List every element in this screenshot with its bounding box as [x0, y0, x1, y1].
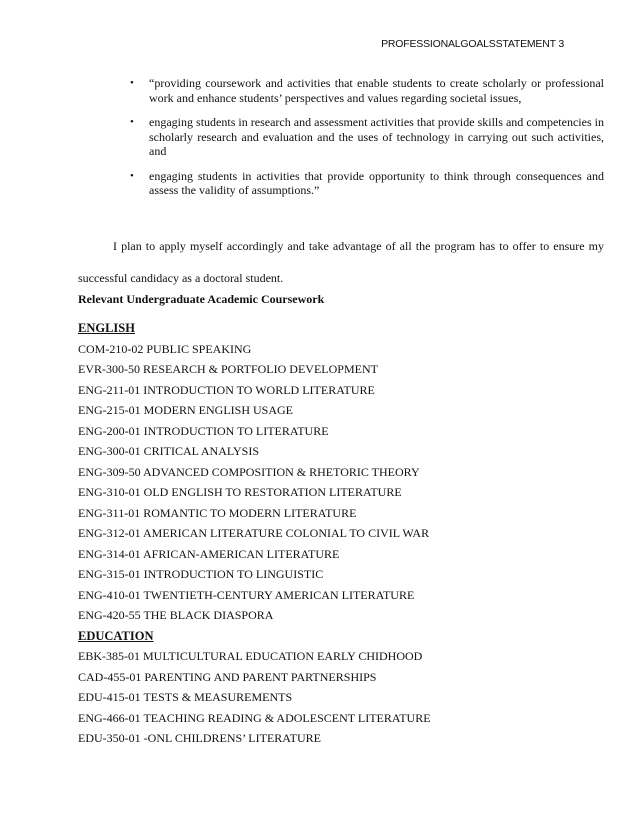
bullet-item	[128, 115, 604, 159]
section-heading-education: EDUCATION	[78, 628, 154, 643]
course-item: ENG-309-50 ADVANCED COMPOSITION & RHETORIC THEORY	[78, 464, 420, 479]
course-item: ENG-312-01 AMERICAN LITERATURE COLONIAL TO CIVIL WAR	[78, 526, 430, 540]
coursework-title: Relevant Undergraduate Academic Coursework	[78, 292, 325, 306]
bullet-icon: •	[130, 77, 134, 89]
course-item: ENG-315-01 INTRODUCTION TO LINGUISTIC	[78, 567, 324, 581]
section-heading-english: ENGLISH	[78, 321, 135, 335]
body-paragraph: I plan to apply myself accordingly and take advantage of all the program has to offer to ensure my successful candidacy as a doctoral student.	[78, 239, 604, 285]
bullet-text: engaging students in activities that provide opportunity to think through consequences and assess the validity of assumptions.”	[149, 168, 604, 197]
course-item: ENG-215-01 MODERN ENGLISH USAGE	[78, 403, 293, 417]
bullet-text: “providing coursework and activities that enable students to create scholarly or professional work and enhance students’ perspectives and values regarding societal issues,	[149, 76, 604, 105]
course-item: EVR-300-50 RESEARCH & PORTFOLIO DEVELOPMENT	[78, 362, 378, 376]
course-item: ENG-200-01 INTRODUCTION TO LITERATURE	[78, 423, 329, 438]
course-item: ENG-410-01 TWENTIETH-CENTURY AMERICAN LITERATURE	[78, 587, 415, 602]
course-item: EDU-350-01 -ONL CHILDRENS’ LITERATURE	[78, 731, 321, 745]
course-item: ENG-300-01 CRITICAL ANALYSIS	[78, 444, 260, 458]
bullet-item	[128, 76, 604, 105]
course-item: ENG-314-01 AFRICAN-AMERICAN LITERATURE	[78, 546, 340, 561]
course-item: EBK-385-01 MULTICULTURAL EDUCATION EARLY CHIDHOOD	[78, 649, 423, 663]
course-item: ENG-466-01 TEACHING READING & ADOLESCENT LITERATURE	[78, 710, 431, 725]
running-header: PROFESSIONALGOALSSTATEMENT 3	[381, 38, 564, 50]
bullet-text: engaging students in research and assessment activities that provide skills and competencies in scholarly research and evaluation and the uses of technology in carrying out such activities, and	[149, 115, 604, 158]
coursework-list	[78, 318, 598, 749]
course-item: COM-210-02 PUBLIC SPEAKING	[78, 341, 252, 356]
bullet-item	[128, 169, 604, 198]
bullet-icon: •	[130, 116, 134, 128]
course-item: ENG-420-55 THE BLACK DIASPORA	[78, 608, 274, 622]
quote-bullet-list	[128, 76, 604, 208]
course-item: CAD-455-01 PARENTING AND PARENT PARTNERSHIPS	[78, 669, 377, 684]
course-item: ENG-310-01 OLD ENGLISH TO RESTORATION LITERATURE	[78, 485, 402, 499]
course-item: ENG-311-01 ROMANTIC TO MODERN LITERATURE	[78, 505, 357, 520]
course-item: ENG-211-01 INTRODUCTION TO WORLD LITERATURE	[78, 382, 375, 397]
bullet-icon: •	[130, 169, 134, 182]
course-item: EDU-415-01 TESTS & MEASUREMENTS	[78, 690, 293, 704]
